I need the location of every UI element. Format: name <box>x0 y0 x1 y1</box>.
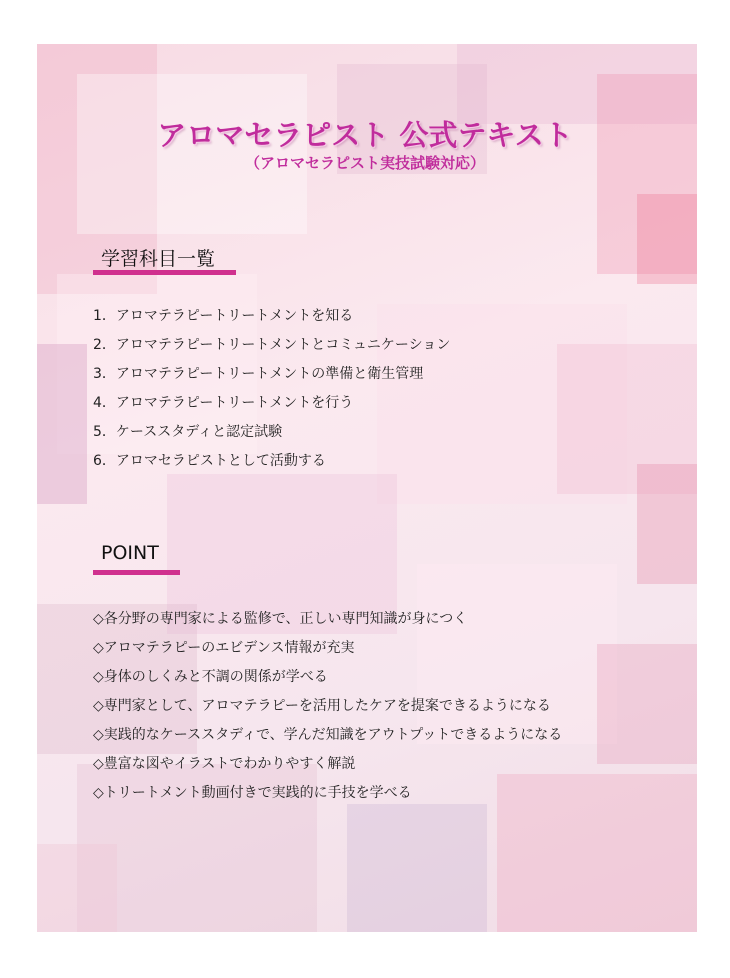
points-list <box>93 605 562 808</box>
list-item: ◇豊富な図やイラストでわかりやすく解説 <box>93 756 356 772</box>
point-heading-underline <box>93 570 180 575</box>
bg-block <box>637 194 697 284</box>
list-item: 3．アロマテラピートリートメントの準備と衛生管理 <box>93 366 424 382</box>
page-title: アロマセラピスト 公式テキスト <box>157 118 573 152</box>
bg-block <box>637 464 697 584</box>
list-item: 5．ケーススタディと認定試験 <box>93 424 283 440</box>
bg-block <box>597 644 697 764</box>
list-item: ◇身体のしくみと不調の関係が学べる <box>93 669 328 685</box>
subjects-heading: 学習科目一覧 <box>101 248 216 270</box>
list-item: 4．アロマテラピートリートメントを行う <box>93 395 354 411</box>
list-item: ◇トリートメント動画付きで実践的に手技を学べる <box>93 785 412 801</box>
list-item: 2．アロマテラピートリートメントとコミュニケーション <box>93 337 451 353</box>
list-item: 1．アロマテラピートリートメントを知る <box>93 308 354 324</box>
list-item: ◇各分野の専門家による監修で、正しい専門知識が身につく <box>93 611 468 627</box>
bg-block <box>37 844 117 932</box>
page-subtitle: （アロマセラピスト実技試験対応） <box>244 154 485 172</box>
list-item: 6．アロマセラピストとして活動する <box>93 453 326 469</box>
subjects-heading-underline <box>93 270 236 275</box>
list-item: ◇実践的なケーススタディで、学んだ知識をアウトプットできるようになる <box>93 727 563 743</box>
bg-block <box>37 344 87 504</box>
subjects-list <box>93 302 450 476</box>
list-item: ◇アロマテラピーのエビデンス情報が充実 <box>93 640 355 656</box>
point-heading: POINT <box>101 542 159 564</box>
list-item: ◇専門家として、アロマテラピーを活用したケアを提案できるようになる <box>93 698 551 714</box>
bg-block <box>347 804 487 932</box>
